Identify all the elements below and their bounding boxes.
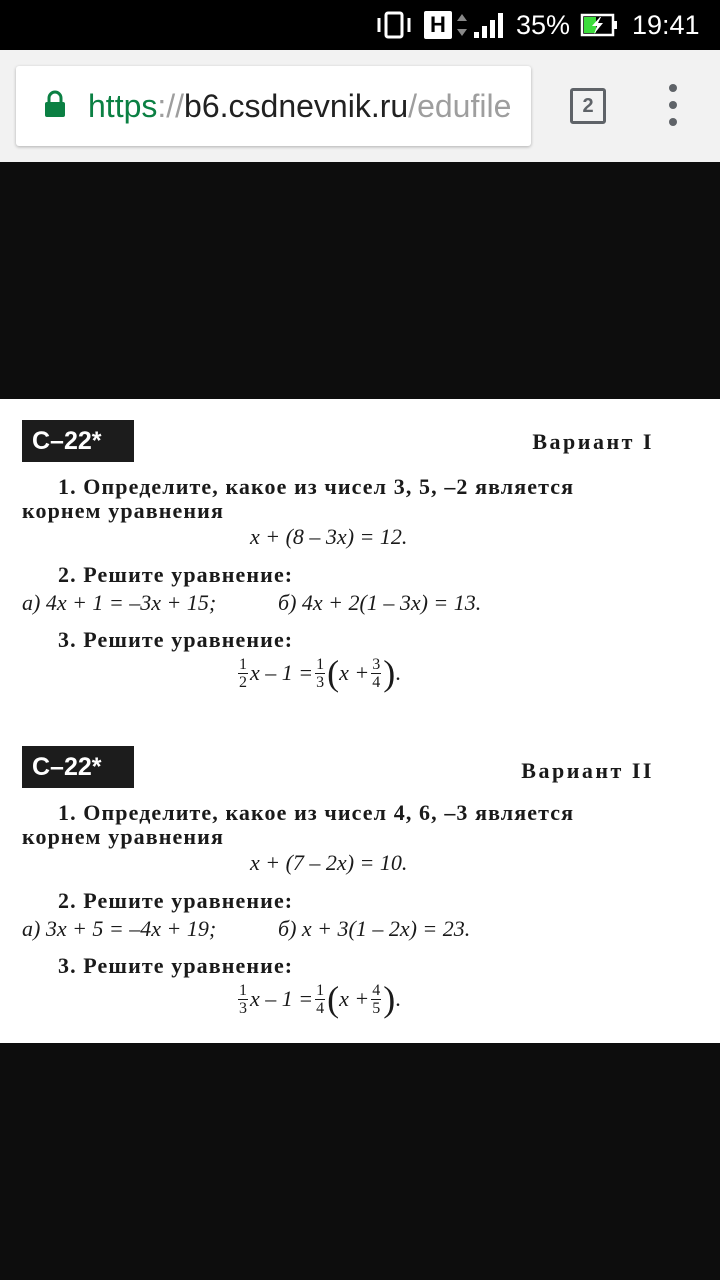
status-bar — [0, 0, 720, 50]
task1-equation: x + (7 – 2x) = 10. — [250, 850, 408, 875]
task1-text: 1. Определите, какое из чисел 3, 5, –2 является — [58, 474, 575, 499]
task3-equation: $\frac{1}{2}$ x – 1 = $\frac{1}{3}$ ( x + $\frac{3}{4}$ ) . — [239, 653, 401, 693]
lock-icon[interactable] — [44, 90, 66, 123]
url-text[interactable] — [88, 66, 523, 146]
section-badge: С–22* — [22, 420, 134, 462]
task2-part-b: б) x + 3(1 – 2x) = 23. — [278, 916, 471, 941]
task3-heading: 3. Решите уравнение: — [58, 953, 294, 978]
overflow-menu-icon[interactable] — [660, 84, 688, 128]
address-bar[interactable] — [16, 66, 531, 146]
task2-part-b: б) 4x + 2(1 – 3x) = 13. — [278, 590, 482, 615]
url-separator: :// — [157, 88, 185, 124]
vibrate-icon — [374, 0, 414, 50]
task2-part-a: а) 3x + 5 = –4x + 19; — [22, 916, 217, 941]
fraction-numerator: 4 — [372, 981, 381, 999]
equation-inner: x + — [339, 986, 370, 1011]
equation-end: . — [395, 986, 401, 1011]
task3-equation: $\frac{1}{3}$ x – 1 = $\frac{1}{4}$ ( x + $\frac{4}{5}$ ) . — [239, 979, 401, 1019]
signal-icon — [472, 0, 508, 50]
equation-middle: x – 1 = — [250, 660, 314, 685]
section-badge: С–22* — [22, 746, 134, 788]
tab-switcher-button[interactable]: 2 — [570, 88, 606, 124]
network-type-label: H — [424, 11, 452, 39]
equation-middle: x – 1 = — [250, 986, 314, 1011]
task2-part-a: а) 4x + 1 = –3x + 15; — [22, 590, 217, 615]
variant-title: Вариант II — [521, 758, 654, 783]
url-path: /edufile — [408, 88, 512, 124]
url-host: b6.csdnevnik.ru — [184, 88, 409, 124]
page-dark-margin-top — [0, 162, 720, 399]
battery-charging-icon — [580, 0, 620, 50]
fraction-denominator: 4 — [316, 999, 325, 1017]
url-scheme: https — [88, 88, 158, 124]
battery-percent: 35% — [516, 9, 571, 40]
document-page — [0, 399, 720, 1043]
clock: 19:41 — [632, 9, 700, 40]
variant-title: Вариант I — [532, 429, 654, 454]
fraction-denominator: 3 — [316, 673, 325, 691]
task1-text: 1. Определите, какое из чисел 4, 6, –3 является — [58, 800, 575, 825]
fraction-numerator: 1 — [239, 981, 247, 999]
fraction-denominator: 3 — [239, 999, 247, 1017]
fraction-denominator: 5 — [372, 999, 381, 1017]
fraction-numerator: 1 — [239, 655, 247, 673]
network-type-icon — [424, 0, 469, 50]
task2-heading: 2. Решите уравнение: — [58, 562, 294, 587]
fraction-denominator: 4 — [372, 673, 381, 691]
fraction-numerator: 3 — [372, 655, 381, 673]
fraction-numerator: 1 — [316, 655, 325, 673]
task1-text-cont: корнем уравнения — [22, 824, 224, 849]
task3-heading: 3. Решите уравнение: — [58, 627, 294, 652]
page-dark-margin-bottom — [0, 1043, 720, 1280]
task1-equation: x + (8 – 3x) = 12. — [250, 524, 408, 549]
task2-heading: 2. Решите уравнение: — [58, 888, 294, 913]
browser-toolbar — [0, 50, 720, 162]
equation-end: . — [395, 660, 401, 685]
task1-text-cont: корнем уравнения — [22, 498, 224, 523]
equation-inner: x + — [339, 660, 370, 685]
fraction-denominator: 2 — [239, 673, 247, 691]
fraction-numerator: 1 — [316, 981, 325, 999]
